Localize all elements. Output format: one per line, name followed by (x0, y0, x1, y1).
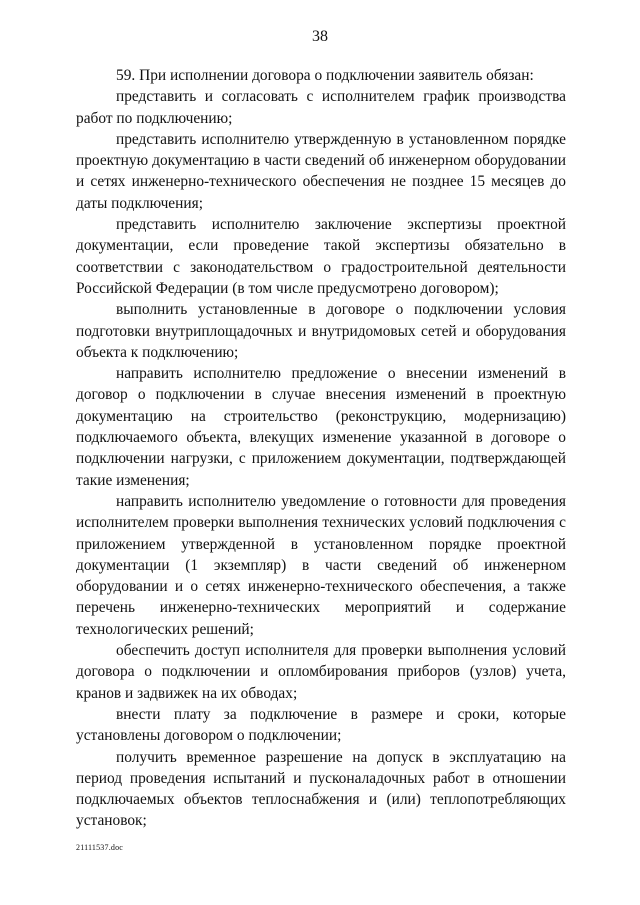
paragraph-access-provision: обеспечить доступ исполнителя для проверки выполнения условий договора о подключении и опломбирования приборов (узлов) учета, кранов и задвижек на их обводах; (76, 642, 566, 702)
paragraph-expertise-conclusion: представить исполнителю заключение экспертизы проектной документации, если проведение такой экспертизы обязательно в соответствии с законодательством о градостроительной деятельности Российской Федерации (в том числе предусмотрено договором); (76, 216, 566, 297)
paragraph-connection-fee: внести плату за подключение в размере и сроки, которые установлены договором о подключении; (76, 705, 566, 745)
document-file-code: 21111537.doc (76, 843, 124, 852)
page-number: 38 (312, 28, 328, 45)
paragraph-temporary-permit: получить временное разрешение на допуск в эксплуатацию на период проведения испытаний и пусконаладочных работ в отношении подключаемых объектов теплоснабжения и (или) теплопотребляющих установок; (76, 748, 566, 830)
document-body (76, 65, 566, 832)
paragraph-work-schedule: представить и согласовать с исполнителем график производства работ по подключению; (76, 88, 566, 127)
paragraph-change-proposal: направить исполнителю предложение о внесении изменений в договор о подключении в случае внесения изменений в проектную документацию на строительство (реконструкцию, модернизацию) подключаемого объекта, влекущих изменение указанной в договоре о подключении нагрузки, с приложением документации, подтверждающей такие изменения; (76, 365, 566, 489)
paragraph-clause-59: 59. При исполнении договора о подключении заявитель обязан: (116, 67, 534, 84)
paragraph-preparation-conditions: выполнить установленные в договоре о подключении условия подготовки внутриплощадочных и внутридомовых сетей и оборудования объекта к подключению; (76, 301, 566, 361)
paragraph-project-documentation: представить исполнителю утвержденную в установленном порядке проектную документацию в части сведений об инженерном оборудовании и сетях инженерно-технического обеспечения не позднее 15 месяцев до даты подключения; (76, 130, 566, 212)
paragraph-readiness-notice: направить исполнителю уведомление о готовности для проведения исполнителем проверки выполнения технических условий подключения с приложением утвержденной в установленном порядке проектной документации (1 экземпляр) в части сведений об инженерном оборудовании и о сетях инженерно-технического обеспечения, а также перечень инженерно-технических мероприятий и содержание технологических решений; (76, 492, 566, 638)
